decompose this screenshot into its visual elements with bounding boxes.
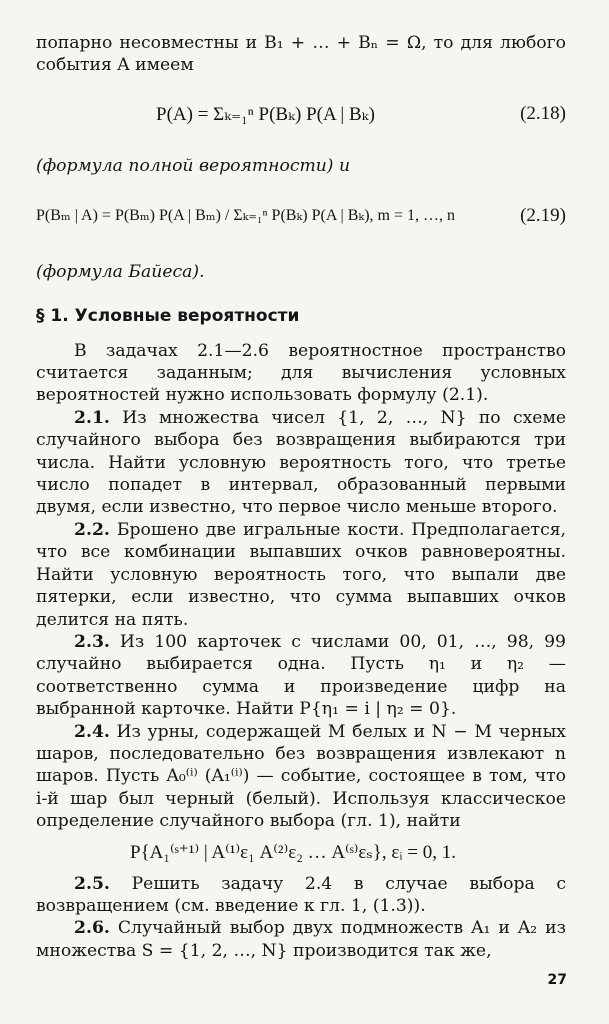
problem-text: Случайный выбор двух подмножеств A₁ и A₂ из множества S = {1, 2, …, N} производится так же, — [36, 918, 566, 961]
problem-2-5 — [36, 873, 566, 918]
bayes-formula-text: P(Bₘ | A) = P(Bₘ) P(A | Bₘ) / Σₖ₌₁ⁿ P(Bₖ) P(A | Bₖ), m = 1, …, n — [36, 207, 456, 225]
formula-2-4-text: P{A₁⁽ˢ⁺¹⁾ | A⁽¹⁾ε₁ A⁽²⁾ε₂ … A⁽ˢ⁾εₛ}, εᵢ = 0, 1. — [130, 841, 456, 863]
problem-number: 2.6. — [74, 918, 110, 939]
bayes-formula — [36, 177, 566, 261]
problem-text: Из 100 карточек с числами 00, 01, …, 98, 99 случайно выбирается одна. Пусть η₁ и η₂ — соответственно сумма и произведение цифр на выбранной карточке. Найти P{η₁ = i | η₂ = 0}. — [36, 631, 566, 720]
intro-paragraph: попарно несовместны и B₁ + … + Bₙ = Ω, то для любого события A имеем — [36, 33, 566, 76]
page-number: 27 — [547, 972, 567, 988]
page-body — [36, 32, 566, 962]
problem-number: 2.1. — [74, 407, 110, 428]
equation-number-2-19: (2.19) — [520, 205, 566, 227]
section-intro-paragraph: В задачах 2.1—2.6 вероятностное пространство считается заданным; для вычисления условных вероятностей нужно использовать формулу (2.1). — [36, 340, 566, 406]
problem-2-6 — [36, 917, 566, 962]
problem-number: 2.3. — [74, 631, 110, 652]
problem-text: Из множества чисел {1, 2, …, N} по схеме случайного выбора без возвращения выбираются три числа. Найти условную вероятность того, что третье число попадет в интервал, образованный первыми двумя, если известно, что первое число меньше второго. — [36, 407, 566, 518]
problem-number: 2.4. — [74, 721, 110, 742]
problem-number: 2.5. — [74, 873, 110, 894]
problem-text: Брошено две игральные кости. Предполагается, что все комбинации выпавших очков равновероятны. Найти условную вероятность того, что выпали две пятерки, если известно, что сумма выпавших очков делится на пять. — [36, 519, 567, 630]
problem-2-2 — [36, 519, 566, 631]
problem-text: Решить задачу 2.4 в случае выбора с возвращением (см. введение к гл. 1, (1.3)). — [36, 873, 566, 916]
problem-2-3 — [36, 631, 566, 721]
total-probability-formula — [36, 77, 566, 155]
problem-2-4 — [36, 721, 566, 833]
section-heading: § 1. Условные вероятности — [36, 305, 300, 326]
bayes-caption: (формула Байеса). — [36, 262, 205, 283]
total-probability-formula-text: P(A) = Σₖ₌₁ⁿ P(Bₖ) P(A | Bₖ) — [156, 103, 375, 125]
formula-2-4 — [36, 833, 566, 873]
problem-text: Из урны, содержащей M белых и N − M черных шаров, последовательно без возвращения извлекают n шаров. Пусть A₀⁽ⁱ⁾ (A₁⁽ⁱ⁾) — событие, состоящее в том, что i-й шар был черный (белый). Используя классическое определение случайного выбора (гл. 1), найти — [36, 721, 566, 832]
problem-number: 2.2. — [74, 519, 110, 540]
total-probability-caption: (формула полной вероятности) и — [36, 155, 351, 176]
equation-number-2-18: (2.18) — [520, 102, 566, 124]
problem-2-1 — [36, 407, 566, 519]
